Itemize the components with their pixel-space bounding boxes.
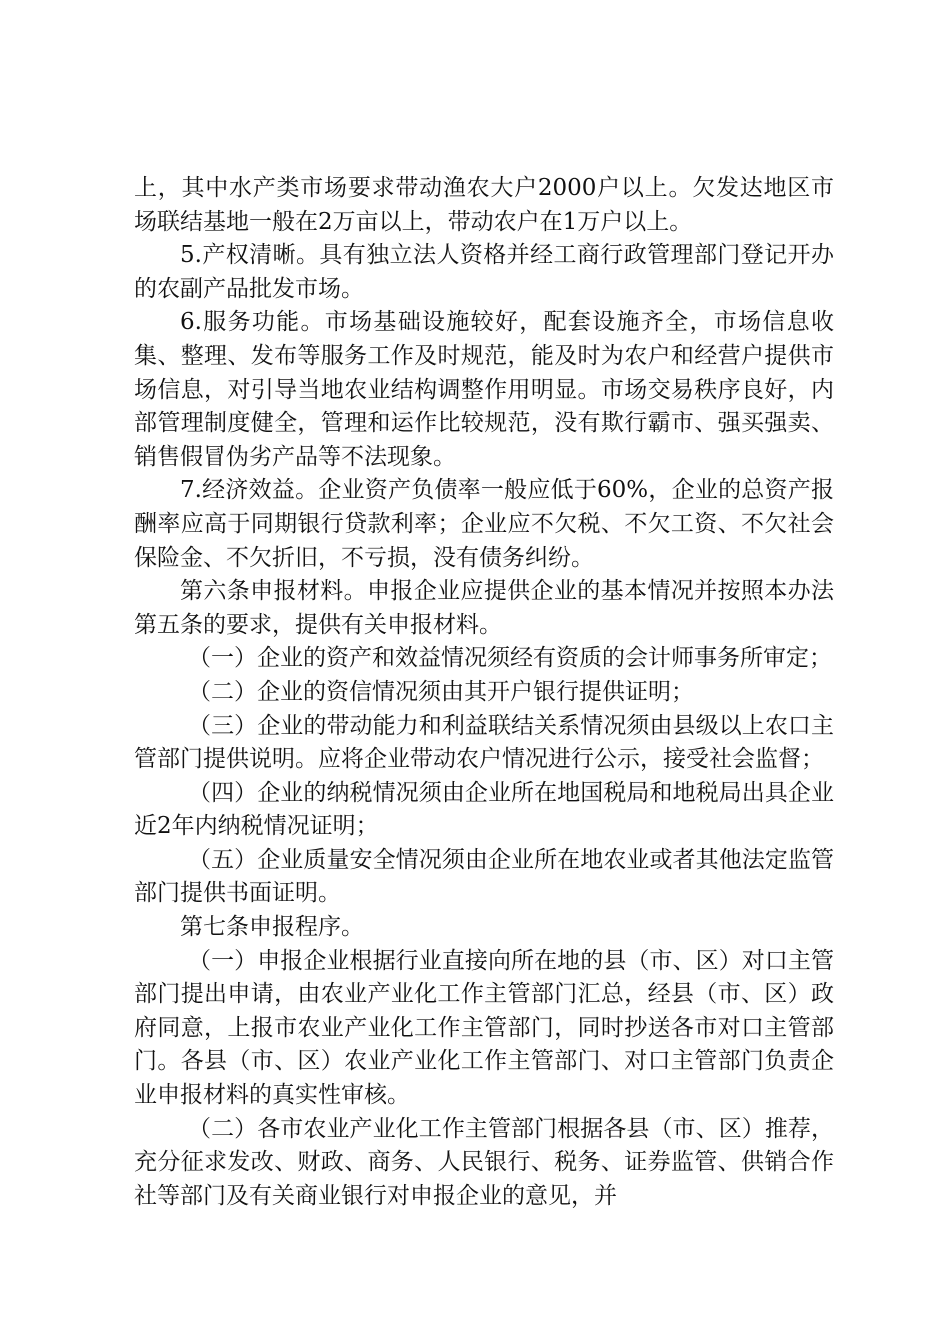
paragraph-item-7: 7.经济效益。企业资产负债率一般应低于60%，企业的总资产报酬率应高于同期银行贷款利率；企业应不欠税、不欠工资、不欠社会保险金、不欠折旧，不亏损，没有债务纠纷。: [134, 477, 834, 571]
paragraph-sub-5: （五）企业质量安全情况须由企业所在地农业或者其他法定监管部门提供书面证明。: [134, 846, 834, 907]
paragraph-sub-1: （一）企业的资产和效益情况须经有资质的会计师事务所审定；: [188, 645, 832, 672]
paragraph-continuation: 上，其中水产类市场要求带动渔农大户2000户以上。欠发达地区市场联结基地一般在2万亩以上，带动农户在1万户以上。: [134, 175, 834, 235]
document-body: [134, 172, 834, 1213]
paragraph-sub-4: （四）企业的纳税情况须由企业所在地国税局和地税局出具企业近2年内纳税情况证明；: [134, 779, 834, 840]
paragraph-sub-2: （二）企业的资信情况须由其开户银行提供证明；: [188, 678, 694, 705]
paragraph-article-6: 第六条申报材料。申报企业应提供企业的基本情况并按照本办法第五条的要求，提供有关申报材料。: [134, 578, 834, 638]
paragraph-item-5: 5.产权清晰。具有独立法人资格并经工商行政管理部门登记开办的农副产品批发市场。: [134, 242, 834, 302]
paragraph-procedure-1: （一）申报企业根据行业直接向所在地的县（市、区）对口主管部门提出申请，由农业产业化工作主管部门汇总，经县（市、区）政府同意，上报市农业产业化工作主管部门，同时抄送各市对口主管部门。各县（市、区）农业产业化工作主管部门、对口主管部门负责企业申报材料的真实性审核。: [134, 947, 834, 1109]
paragraph-item-6: 6.服务功能。市场基础设施较好，配套设施齐全，市场信息收集、整理、发布等服务工作及时规范，能及时为农户和经营户提供市场信息，对引导当地农业结构调整作用明显。市场交易秩序良好，内部管理制度健全，管理和运作比较规范，没有欺行霸市、强买强卖、销售假冒伪劣产品等不法现象。: [134, 309, 834, 470]
paragraph-article-7: 第七条申报程序。: [180, 914, 364, 941]
paragraph-procedure-2: （二）各市农业产业化工作主管部门根据各县（市、区）推荐，充分征求发改、财政、商务、人民银行、税务、证券监管、供销合作社等部门及有关商业银行对申报企业的意见，并: [134, 1115, 834, 1209]
paragraph-sub-3: （三）企业的带动能力和利益联结关系情况须由县级以上农口主管部门提供说明。应将企业带动农户情况进行公示，接受社会监督；: [134, 712, 834, 773]
